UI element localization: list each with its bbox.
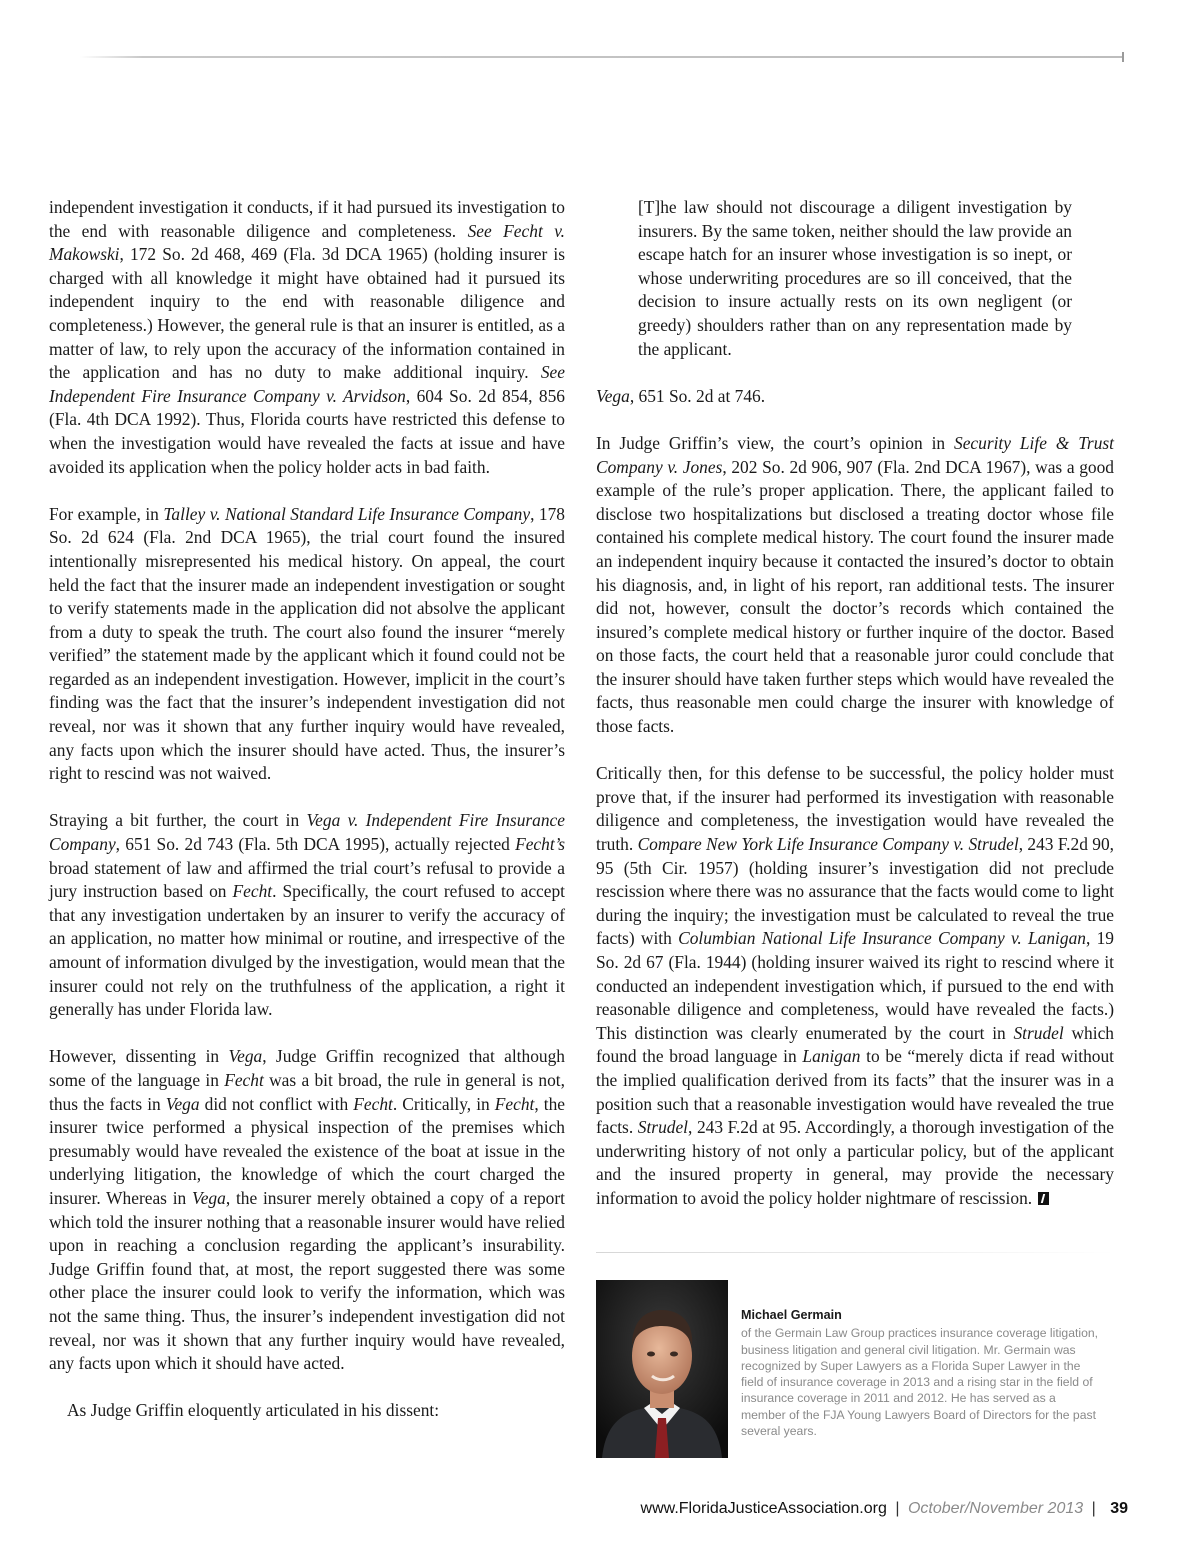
italic-text: Lanigan: [802, 1046, 861, 1067]
text-run: which found the broad language in: [596, 1022, 1114, 1067]
text-run: , the insurer merely obtained a copy of a report which told the insurer nothing that a reasonable insurer would have relied upon in reaching a conclusion regarding the applicant’s insurability. Judge Griffin found that, at most, the report suggested there was some other place the insurer could look to verify the information, which was not the same thing. Thus, the insurer’s independent investigation did not reveal, nor was it shown that any further inquiry would have revealed, any facts upon which it should have acted.: [49, 1187, 565, 1374]
header-rule-tick: [1122, 52, 1124, 62]
paragraph: [49, 1399, 565, 1423]
text-run: In Judge Griffin’s view, the court’s opinion in: [596, 432, 954, 453]
text-run: , 178 So. 2d 624 (Fla. 2nd DCA 1965), the trial court found the insured intentionally misrepresented his medical history. On appeal, the court held the fact that the insurer made an independent investigation or sought to verify statements made in the application did not absolve the applicant from a duty to speak the truth. The court also found the insurer “merely verified” the statement made by the applicant which it found could not be regarded as an independent investigation. However, implicit in the court’s finding was the fact that the insurer’s independent investigation did not reveal, nor was it shown that any further inquiry would have revealed, any facts upon which the insurer should have acted. Thus, the insurer’s right to rescind was not waived.: [49, 503, 565, 784]
block-quote: [596, 196, 1114, 361]
text-run: to be “merely dicta if read without the implied qualification derived from its facts” that the insurer was in a position such that a reasonable investigation would have revealed the true facts.: [596, 1046, 1114, 1138]
footer-separator: |: [895, 1500, 900, 1517]
italic-text: Security Life & Trust Company v. Jones: [596, 432, 1114, 477]
italic-text: Fecht: [224, 1069, 264, 1090]
text-run: , 172 So. 2d 468, 469 (Fla. 3d DCA 1965) (holding insurer is charged with all knowledge it might have obtained had it pursued its independent inquiry to the end with reasonable diligence and completeness.) However, the general rule is that an insurer is entitled, as a matter of law, to rely upon the accuracy of the information contained in the application and has no duty to make additional inquiry.: [49, 244, 565, 383]
italic-text: Talley v. National Standard Life Insurance Company: [163, 503, 531, 524]
text-run: , 202 So. 2d 906, 907 (Fla. 2nd DCA 1967), was a good example of the rule’s proper application. There, the applicant failed to disclose two hospitalizations but disclosed a treating doctor whose file contained his complete medical history. The court found the insurer made an independent inquiry because it contacted the insured’s doctor to obtain his diagnosis, and, in light of his report, ran additional tests. The insurer did not, however, consult the doctor’s records which contained the insured’s complete medical history or further inquire of the doctor. Based on those facts, the court held that a reasonable juror could conclude that the insurer should have taken further steps which would have revealed the facts, thus reasonable men could charge the insurer with knowledge of those facts.: [596, 456, 1114, 737]
paragraph: [49, 503, 565, 786]
text-run: For example, in: [49, 503, 164, 524]
citation: [596, 385, 1114, 409]
text-run: , 651 So. 2d 743 (Fla. 5th DCA 1995), actually rejected: [115, 834, 516, 855]
header-rule: [80, 56, 1124, 58]
italic-text: Vega v. Independent Fire Insurance Company: [49, 810, 565, 855]
paragraph: [49, 196, 565, 479]
text-run: . Critically, in: [392, 1093, 495, 1114]
author-photo: [596, 1280, 728, 1458]
text-run: , Judge Griffin recognized that although some of the language in: [49, 1046, 565, 1090]
text-run: , 651 So. 2d at 746.: [629, 385, 766, 406]
paragraph: [596, 762, 1114, 1210]
italic-text: Compare New York Life Insurance Company v. Strudel: [637, 834, 1019, 855]
paragraph: [596, 432, 1114, 739]
page-number: 39: [1110, 1500, 1128, 1517]
italic-text: Fecht: [353, 1093, 393, 1114]
paragraph-text: [596, 763, 1114, 1208]
italic-text: See Independent Fire Insurance Company v. Arvidson: [49, 362, 565, 406]
author-bio: [741, 1307, 1101, 1439]
italic-text: Vega: [165, 1093, 200, 1114]
italic-text: Fecht’s: [515, 834, 565, 855]
text-run: , 604 So. 2d 854, 856 (Fla. 4th DCA 1992). Thus, Florida courts have restricted this defense to when the investigation would have revealed the facts at issue and have avoided its application when the policy holder acts in bad faith.: [49, 385, 565, 477]
italic-text: Strudel: [637, 1117, 689, 1138]
text-run: , 243 F.2d at 95. Accordingly, a thorough investigation of the underwriting history of not only a particular policy, but of the applicant and the insured property in general, may provide the necessary information to avoid the policy holder nightmare of rescission.: [596, 1117, 1114, 1208]
text-run: Critically then, for this defense to be successful, the policy holder must prove that, if the insurer had performed its investigation with reasonable diligence and completeness, the investigation would have revealed the truth.: [596, 763, 1114, 855]
italic-text: Strudel: [1013, 1022, 1064, 1043]
end-of-article-icon: [1038, 1192, 1049, 1205]
text-run: . Specifically, the court refused to accept that any investigation undertaken by an insurer to verify the accuracy of an application, no matter how minimal or routine, and irrespective of the amount of information divulged by the investigation, would mean that the insurer could not rely on the truthfulness of the application, a right it generally has under Florida law.: [49, 881, 565, 1020]
italic-text: Fecht: [232, 881, 273, 902]
bio-divider: [596, 1252, 1114, 1253]
text-run: As Judge Griffin eloquently articulated in his dissent:: [67, 1400, 440, 1421]
text-run: However, dissenting in: [49, 1046, 229, 1067]
text-run: , 19 So. 2d 67 (Fla. 1944) (holding insurer waived its right to rescind where it conducted an independent investigation which, if pursued to the end with reasonable diligence and completeness, would have revealed the facts.) This distinction was clearly enumerated by the court in: [596, 928, 1115, 1043]
italic-text: Vega: [228, 1046, 263, 1067]
text-run: independent investigation it conducts, if it had pursued its investigation to the end with reasonable diligence and completeness.: [49, 197, 565, 241]
text-run: was a bit broad, the rule in general is not, thus the facts in: [49, 1069, 565, 1114]
right-column: [596, 196, 1114, 1234]
author-portrait-image: [596, 1280, 728, 1458]
text-run: broad statement of law and affirmed the trial court’s refusal to provide a jury instruction based on: [49, 857, 565, 902]
author-bio-text: of the Germain Law Group practices insurance coverage litigation, business litigation and general civil litigation. Mr. Germain was recognized by Super Lawyers as a Florida Super Lawyer in the field of insurance coverage in 2013 and a rising star in the field of insurance coverage in 2011 and 2012. He has served as a member of the FJA Young Lawyers Board of Directors for the past several years.: [741, 1326, 1099, 1439]
paragraph: [49, 809, 565, 1021]
text-run: , 243 F.2d 90, 95 (5th Cir. 1957) (holding insurer’s investigation did not preclude rescission where there was no assurance that the facts would come to light during the inquiry; the investigation must be calculated to reveal the true facts) with: [596, 834, 1115, 949]
text-run: , the insurer twice performed a physical inspection of the premises which presumably would have revealed the existence of the boat at issue in the underlying litigation, the knowledge of which the court charged the insurer. Whereas in: [49, 1093, 565, 1208]
left-column: [49, 196, 565, 1446]
italic-text: Fecht: [494, 1093, 535, 1114]
footer-separator: |: [1091, 1500, 1096, 1517]
italic-text: Vega: [596, 385, 630, 406]
author-name: Michael Germain: [741, 1308, 842, 1322]
italic-text: Columbian National Life Insurance Company v. Lanigan: [678, 928, 1086, 949]
footer-issue: October/November 2013: [907, 1500, 1084, 1517]
text-run: [T]he law should not discourage a diligent investigation by insurers. By the same token, neither should the law provide an escape hatch for an insurer whose investigation is so inept, or whose underwriting procedures are so ill conceived, that the decision to insure actually rests on its own negligent (or greedy) shoulders rather than on any representation made by the applicant.: [638, 197, 1072, 359]
page-footer: [520, 1500, 1128, 1518]
footer-website: www.FloridaJusticeAssociation.org: [640, 1500, 887, 1517]
paragraph: [49, 1045, 565, 1375]
text-run: Straying a bit further, the court in: [49, 810, 307, 831]
italic-text: Vega: [192, 1187, 226, 1208]
text-run: did not conflict with: [199, 1093, 354, 1114]
italic-text: See Fecht v. Makowski: [49, 220, 565, 265]
